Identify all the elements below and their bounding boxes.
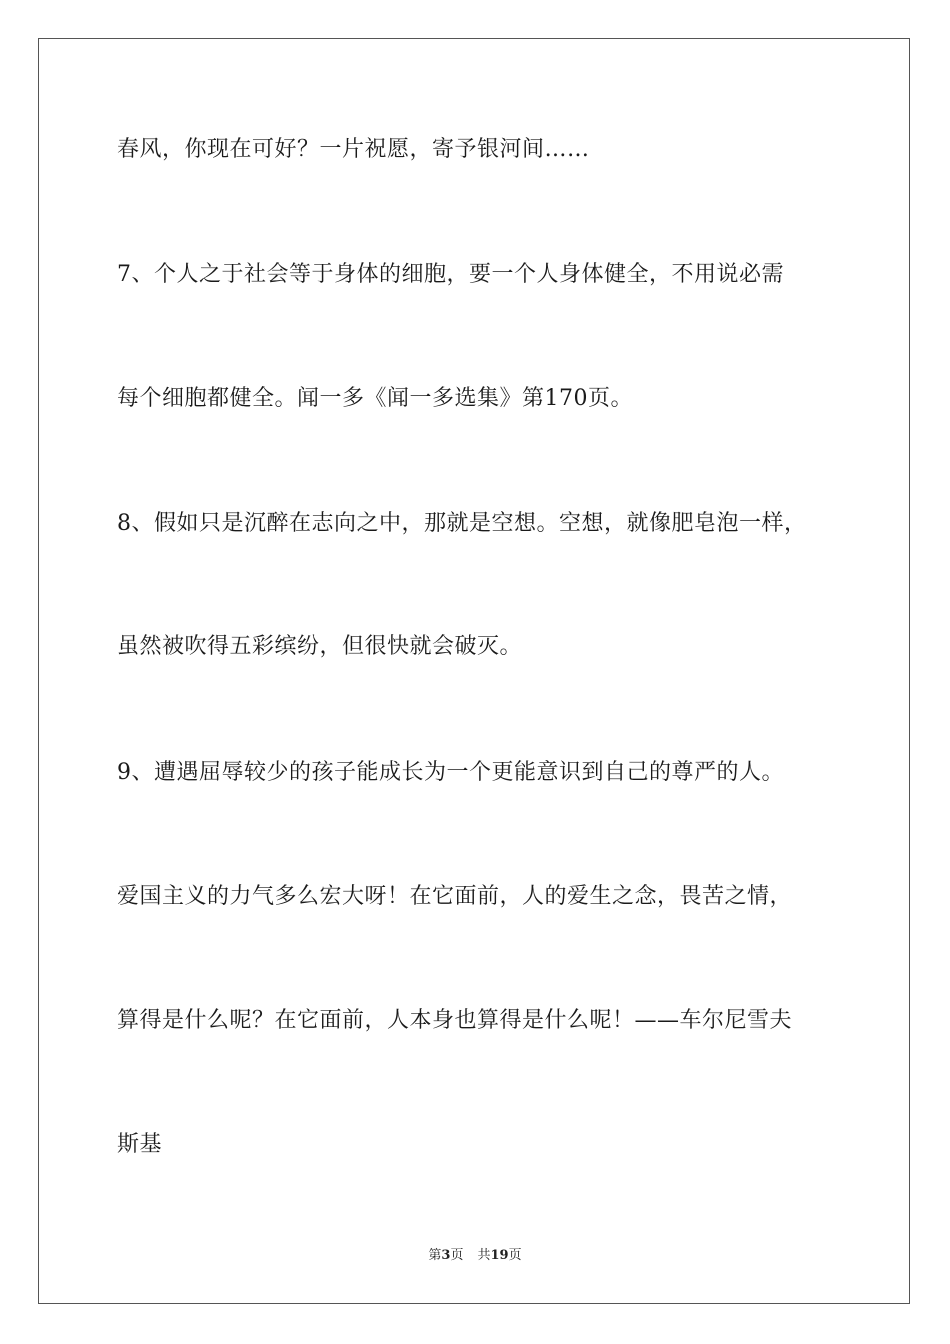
page-prefix: 第 — [428, 1248, 442, 1263]
body-text-line: 算得是什么呢？在它面前，人本身也算得是什么呢！——车尔尼雪夫 — [117, 1008, 793, 1033]
total-suffix: 页 — [508, 1248, 522, 1263]
body-text-line: 虽然被吹得五彩缤纷，但很快就会破灭。 — [117, 634, 523, 659]
page-number: 3 — [441, 1248, 451, 1263]
body-text-line: 春风，你现在可好？一片祝愿，寄予银河间…… — [117, 137, 590, 162]
total-prefix: 共 — [477, 1248, 491, 1263]
body-text-line: 7、个人之于社会等于身体的细胞，要一个人身体健全，不用说必需 — [117, 262, 784, 287]
page-border — [38, 38, 910, 1304]
page-suffix: 页 — [450, 1248, 464, 1263]
body-text-line: 9、遭遇屈辱较少的孩子能成长为一个更能意识到自己的尊严的人。 — [117, 760, 784, 785]
body-text-line: 爱国主义的力气多么宏大呀！在它面前，人的爱生之念，畏苦之情， — [117, 884, 793, 909]
body-text-line: 8、假如只是沉醉在志向之中，那就是空想。空想，就像肥皂泡一样， — [117, 511, 807, 536]
page-footer — [0, 1246, 950, 1266]
body-text-line: 每个细胞都健全。闻一多《闻一多选集》第170页。 — [117, 386, 633, 411]
body-text-line: 斯基 — [117, 1132, 163, 1157]
total-pages: 19 — [490, 1248, 509, 1263]
